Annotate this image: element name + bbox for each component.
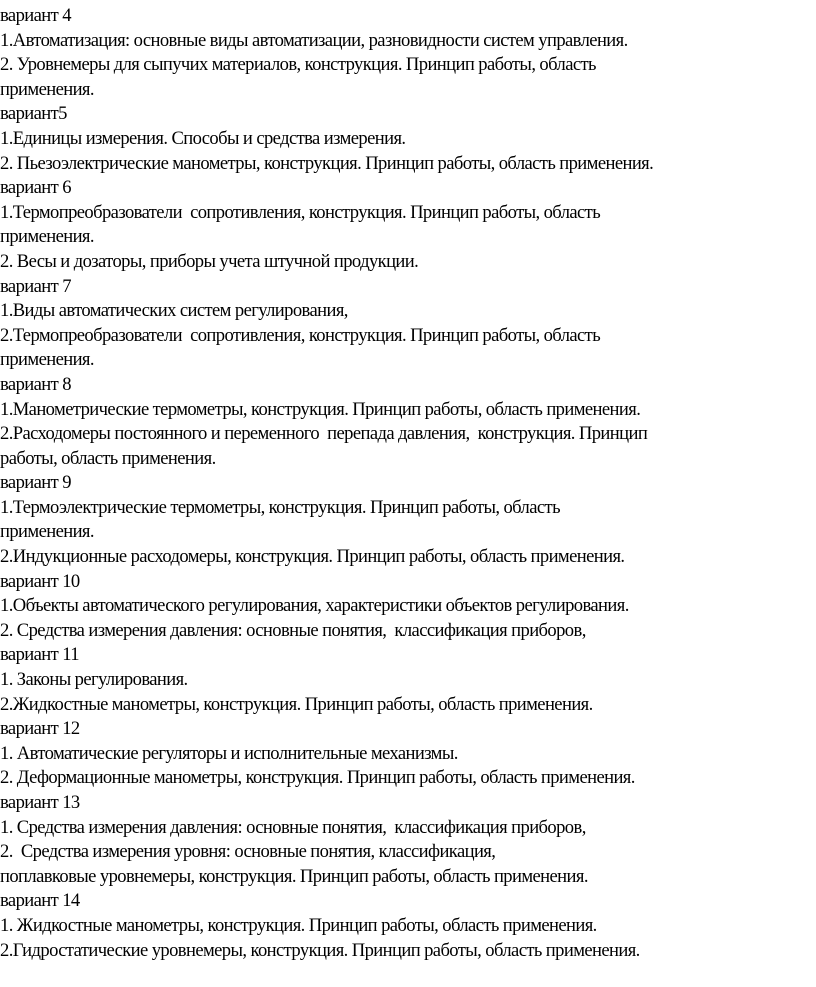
variant-heading: вариант 10: [0, 570, 80, 592]
question-line: 2. Уровнемеры для сыпучих материалов, конструкция. Принцип работы, область: [0, 54, 596, 76]
question-line: 2. Средства измерения давления: основные понятия, классификация приборов,: [0, 619, 586, 641]
question-line: 1.Манометрические термометры, конструкция. Принцип работы, область применения.: [0, 398, 641, 420]
question-line: 1.Термоэлектрические термометры, конструкция. Принцип работы, область: [0, 496, 560, 518]
question-line: 2. Пьезоэлектрические манометры, конструкция. Принцип работы, область применения.: [0, 152, 654, 174]
variant-heading: вариант 6: [0, 177, 71, 199]
question-line: применения.: [0, 521, 94, 543]
question-line: 1. Средства измерения давления: основные понятия, классификация приборов,: [0, 816, 586, 838]
question-line: применения.: [0, 349, 94, 371]
question-line: применения.: [0, 78, 94, 100]
question-line: 1.Единицы измерения. Способы и средства измерения.: [0, 127, 406, 149]
question-line: применения.: [0, 226, 94, 248]
variant-heading: вариант 12: [0, 718, 80, 740]
question-line: 2.Индукционные расходомеры, конструкция. Принцип работы, область применения.: [0, 546, 625, 568]
variant-heading: вариант 7: [0, 275, 71, 297]
question-line: 1.Виды автоматических систем регулирования,: [0, 300, 348, 322]
question-line: 1. Законы регулирования.: [0, 669, 188, 691]
variant-heading: вариант 13: [0, 792, 80, 813]
question-line: 2. Средства измерения уровня: основные понятия, классификация,: [0, 841, 496, 863]
document-body: [0, 4, 816, 963]
question-line: 2. Весы и дозаторы, приборы учета штучной продукции.: [0, 250, 419, 272]
variant-heading: вариант 14: [0, 890, 80, 912]
question-line: 2.Расходомеры постоянного и переменного перепада давления, конструкция. Принцип: [0, 423, 648, 445]
question-line: 1.Объекты автоматического регулирования, характеристики объектов регулирования.: [0, 595, 629, 617]
variant-heading: вариант 8: [0, 373, 71, 395]
question-line: 2.Термопреобразователи сопротивления, конструкция. Принцип работы, область: [0, 324, 601, 346]
variant-heading: вариант 4: [0, 5, 71, 26]
variant-heading: вариант 9: [0, 472, 71, 494]
variant-heading: вариант 11: [0, 644, 79, 666]
question-line: 2.Гидростатические уровнемеры, конструкция. Принцип работы, область применения.: [0, 939, 640, 961]
question-line: 1. Жидкостные манометры, конструкция. Принцип работы, область применения.: [0, 914, 597, 936]
question-line: 1.Автоматизация: основные виды автоматизации, разновидности систем управления.: [0, 29, 628, 51]
variant-heading: вариант5: [0, 103, 67, 125]
question-line: 1. Автоматические регуляторы и исполнительные механизмы.: [0, 742, 458, 764]
question-line: 2.Жидкостные манометры, конструкция. Принцип работы, область применения.: [0, 693, 593, 715]
question-line: 2. Деформационные манометры, конструкция. Принцип работы, область применения.: [0, 767, 635, 789]
question-line: 1.Термопреобразователи сопротивления, конструкция. Принцип работы, область: [0, 201, 601, 223]
question-line: поплавковые уровнемеры, конструкция. Принцип работы, область применения.: [0, 865, 588, 887]
question-line: работы, область применения.: [0, 447, 216, 469]
